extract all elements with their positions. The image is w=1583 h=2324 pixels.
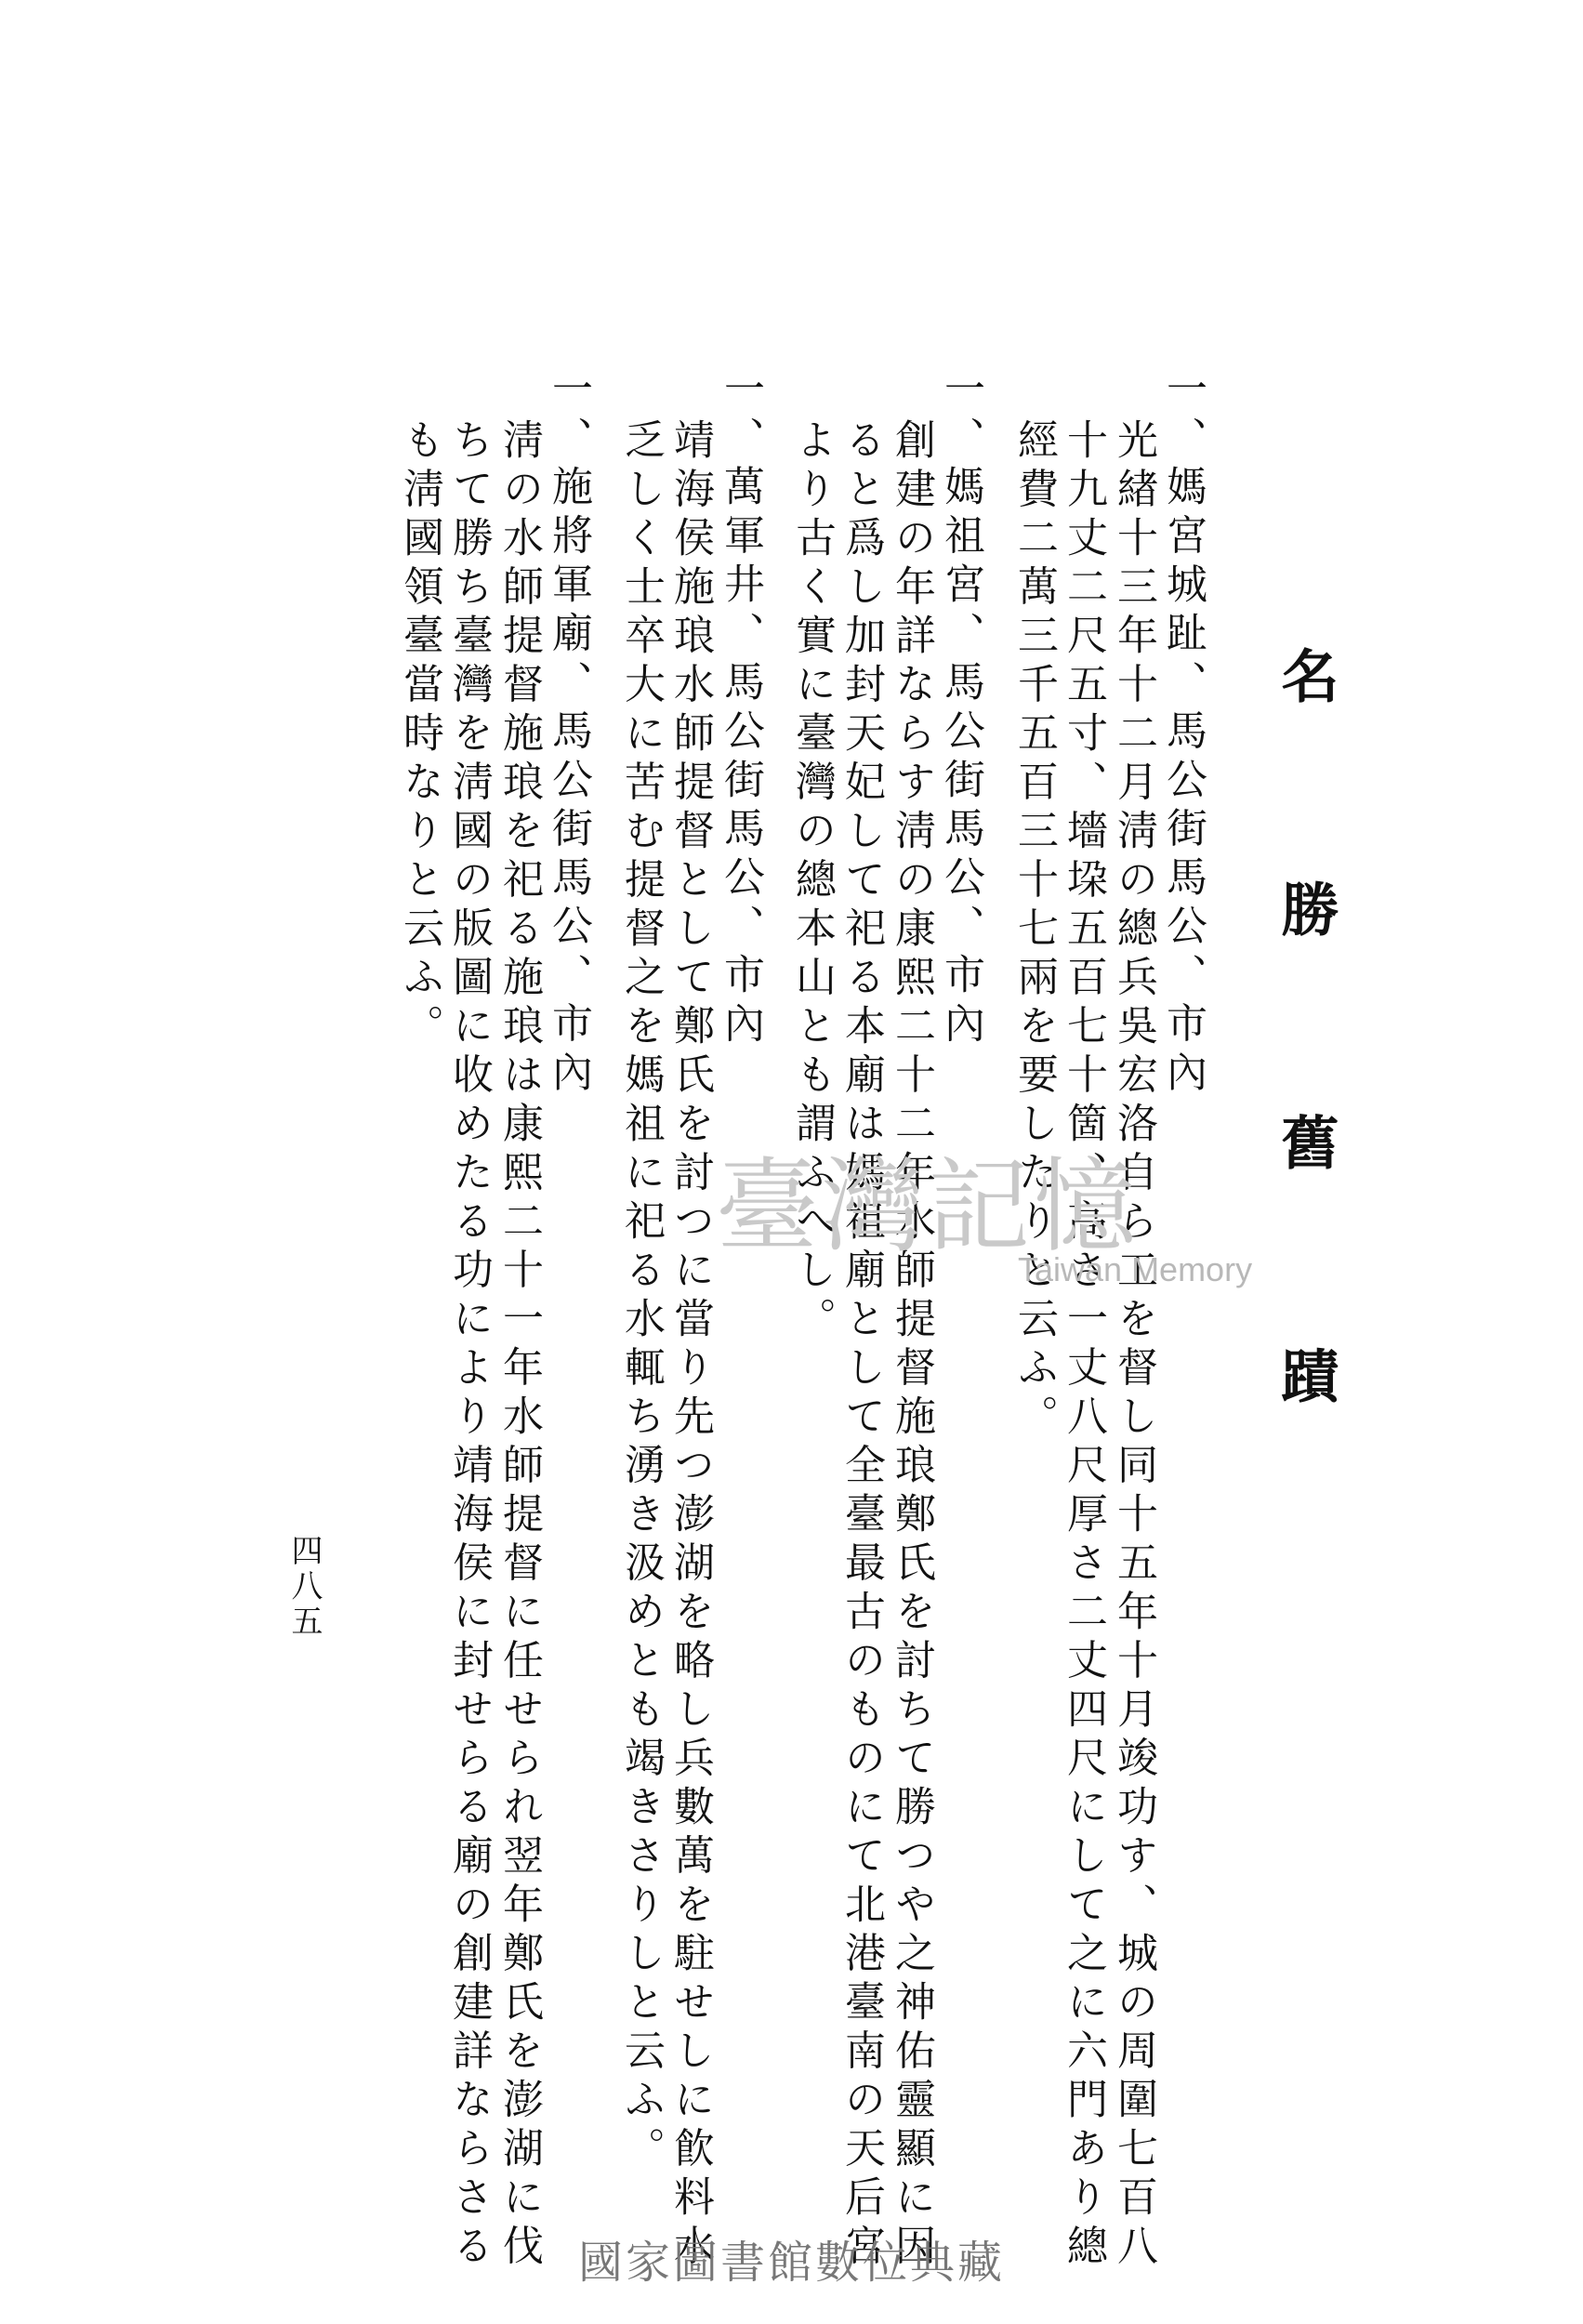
section-heading-mago-castle: 一、媽宮城趾、馬公街馬公、市內 <box>1159 367 1207 1100</box>
text-column: 經費二萬三千五百三十七兩を要したりと云ふ。 <box>1010 418 1058 1444</box>
text-column: 淸の水師提督施琅を祀る施琅は康熙二十一年水師提督に任せられ翌年鄭氏を澎湖に伐 <box>495 418 543 2273</box>
section-heading-general-shi-temple: 一、施將軍廟、馬公街馬公、市內 <box>545 367 592 1100</box>
text-column: ると爲し加封天妃して祀る本廟は媽祖廟として全臺最古のものにて北港臺南の天后宮 <box>838 418 885 2273</box>
page-title: 名 勝 舊 蹟 <box>1272 646 1339 1458</box>
page-number: 四八五 <box>285 1534 323 1640</box>
watermark-logo: 臺灣記憶 <box>716 1147 1140 1266</box>
text-column: 靖海侯施琅水師提督として鄭氏を討つに當り先つ澎湖を略し兵數萬を駐せしに飮料水 <box>666 418 714 2273</box>
text-column: ちて勝ち臺灣を淸國の版圖に收めたる功により靖海侯に封せらる廟の創建詳ならさる <box>445 418 493 2273</box>
text-column: 十九丈二尺五寸、墻垜五百七十箇、高さ一丈八尺厚さ二丈四尺にして之に六門あり總 <box>1060 418 1107 2273</box>
footer-library-credit: 國家圖書館數位典藏 <box>577 2237 1005 2289</box>
section-heading-wanjun-well: 一、萬軍井、馬公街馬公、市內 <box>717 367 764 1050</box>
text-column: より古く實に臺灣の總本山とも謂ふへし。 <box>788 418 836 1346</box>
text-column: 光緖十三年十二月淸の總兵吳宏洛自ら工を督し同十五年十月竣功す、城の周圍七百八 <box>1110 418 1157 2273</box>
text-column: 乏しく士卒大に苦む提督之を媽祖に祀る水輒ち湧き汲めとも竭きさりしと云ふ。 <box>617 418 665 2175</box>
text-column: も淸國領臺當時なりと云ふ。 <box>396 418 443 1053</box>
text-column: 創建の年詳ならす淸の康熙二十二年水師提督施琅鄭氏を討ちて勝つや之神佑靈顯に因 <box>888 418 935 2273</box>
section-heading-mazu-temple: 一、媽祖宮、馬公街馬公、市內 <box>937 367 984 1050</box>
watermark-subtext: Taiwan Memory <box>1018 1250 1253 1288</box>
